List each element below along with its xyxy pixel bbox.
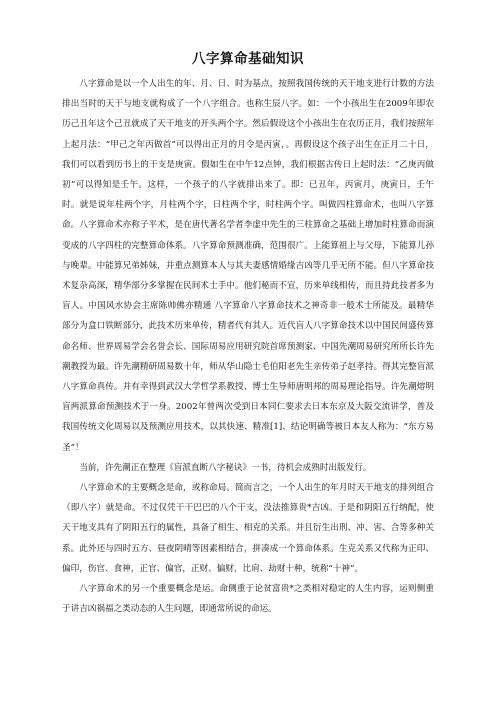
paragraph: 八字算命是以一个人出生的年、月、日、时为基点，按照我国传统的天干地支进行计数的方法排出当时的天干与地支就构成了一个八字组合。也称生辰八字。如：一个小孩出生在2009年即农历己丑年这个己丑就成了天干地支的开头两个字。然后假设这个小孩出生在农历正月，我们按照年上起月法：“甲己之年丙做首”可以得出正月的月令是丙寅，。再假设这个孩子出生在正月二十日，我们可以看到历书上的干支是庚寅。假如生在中午12点钟，我们根据古传日上起时法：“乙庚丙做初”可以得知是壬午。这样，一个孩子的八字就排出来了。即：已丑年，丙寅月，庚寅日，壬午时。就是说年柱两个字，月柱两个字，日柱两个字，时柱两个字。叫做四柱算命术，也叫八字算命。八字算命术亦称子平术，是在唐代著名学者李虚中先生的三柱算命之基础上增加时柱算命而演变成的八字四柱的完整算命体系。八字算命预测准确，范围很广。上能算祖上与父母，下能算儿孙与晚辈。中能算兄弟姊妹，并重点测算本人与其夫妻感情婚缘吉凶等几乎无所不能。但八字算命技术复杂高深，精华部分多掌握在民间术士手中。他们秘而不宣，历来单线相传，而且持此技者多为盲人。中国风水协会主席陈帅佛亦精通 八字算命八字算命技术之神奇非一般术士所能及。最精华部分为盒口铁断部分，此技术历来单传，精者代有其人。近代盲人八字算命技术以中国民间盛传算命名师、世界周易学会名誉会长、国际周易应用研究院首席预测家、中国先潮周易研究所所长许先潮教授为最。许先潮精研周易数十年，师从华山隐士毛伯阳老先生亲传弟子赵孝持。得其完整盲派八字算命真传。并有幸得到武汉大学哲学系教授、博士生导师唐明邦的周易理论指导。许先潮熔明盲两派算命预测技术于一身。2002年曾两次受到日本同仁要求去日本东京及大阪交流讲学，普及我国传统文化周易以及预测应用技术，以其快速、精准[1]、结论明确等被日本友人称为：“东方易圣”！ xyxy=(62,79,434,453)
paragraph: 八字算命术的另一个重要概念是运。命侧重于论贫富贵*之类相对稳定的人生内容，运则侧重于讲吉凶祸福之类动态的人生问题，即通常所说的命运。 xyxy=(62,584,434,615)
document-title: 八字算命基础知识 xyxy=(192,51,304,67)
document-body xyxy=(62,74,434,619)
paragraph: 当前，许先潮正在整理《盲派直断八字秘诀》一书，待机会成熟时出版发行。 xyxy=(79,462,372,473)
paragraph: 八字算命术的主要概念是命，或称命局。简而言之，一个人出生的年月时天干地支的排列组合（即八字）就是命。不过仅凭干干巴巴的八个干支，没法推算贵*吉凶。于是和阴阳五行纳配，使天干地支具有了阴阳五行的属性，具备了相生、相克的关系。并且衍生出刑、冲、害、合等多种关系。此外还与四时五方、昼夜阴晴等因素相结合，拼凑成一个算命体系。生克关系又代称为正印、偏印，伤官、食神，正官、偏官，正财、偏财，比肩、劫财十种，统称“十神”。 xyxy=(62,483,434,574)
